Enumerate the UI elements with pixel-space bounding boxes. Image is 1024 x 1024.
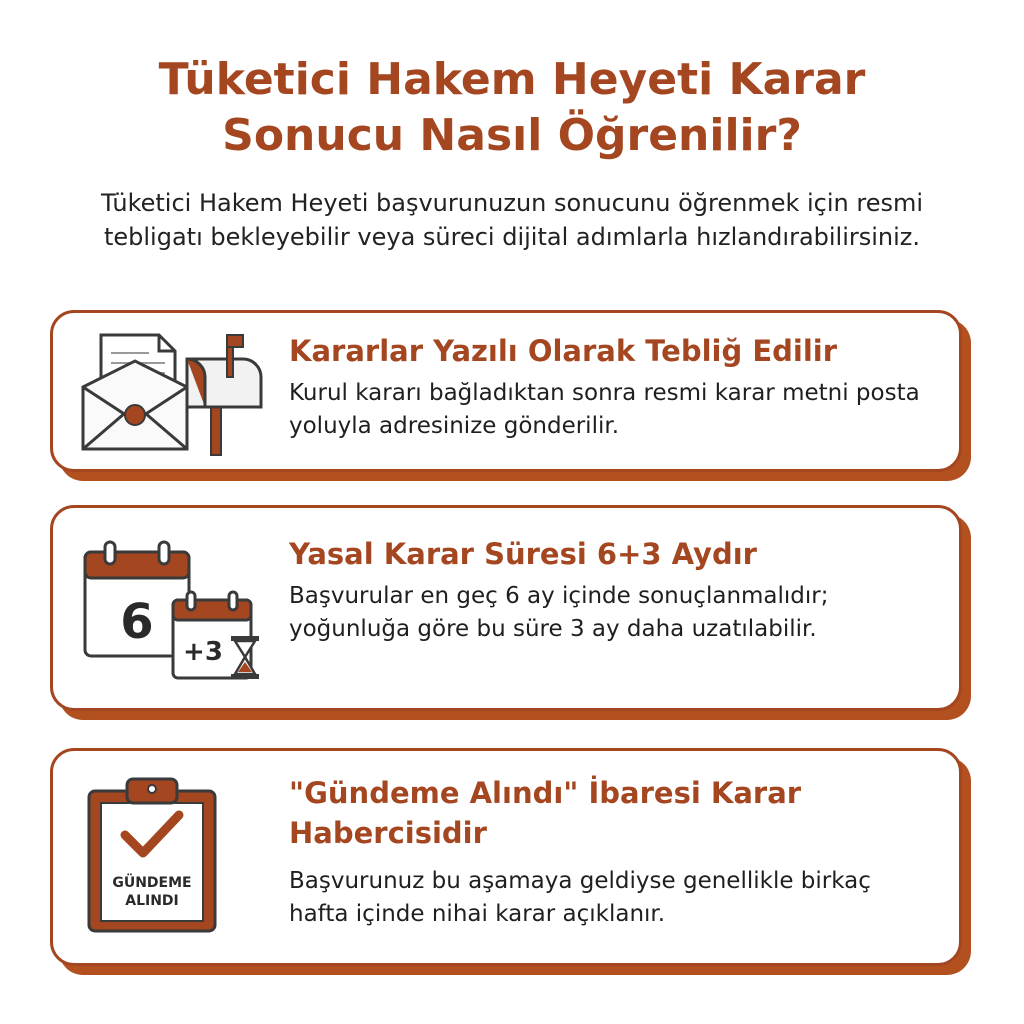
title-line-1: Tüketici Hakem Heyeti Karar [158, 54, 866, 105]
info-card-legal-duration [50, 505, 962, 711]
page-title [40, 52, 984, 164]
calendar-main-number: 6 [120, 594, 154, 650]
clipboard-check-icon [79, 777, 229, 941]
card-text [289, 534, 935, 646]
clipboard-label-line-2: ALINDI [125, 893, 179, 909]
card-body: Başvurular en geç 6 ay içinde sonuçlanmalıdır; yoğunluğa göre bu süre 3 ay daha uzatılabilir. [289, 583, 829, 642]
card-title: Yasal Karar Süresi 6+3 Aydır [289, 537, 757, 571]
title-line-2: Sonucu Nasıl Öğrenilir? [222, 110, 802, 161]
card-text [289, 331, 935, 443]
info-card-written-notification [50, 310, 962, 472]
card-body: Başvurunuz bu aşamaya geldiyse genellikle birkaç hafta içinde nihai karar açıklanır. [289, 868, 871, 927]
calendar-hourglass-icon [79, 538, 269, 692]
card-text [289, 773, 935, 931]
clipboard-label-line-1: GÜNDEME [112, 875, 192, 891]
calendar-extra-number: +3 [183, 637, 223, 667]
card-title: "Gündeme Alındı" İbaresi Karar Habercisidir [289, 776, 802, 850]
mail-envelope-mailbox-icon [79, 329, 269, 463]
intro-text: Tüketici Hakem Heyeti başvurunuzun sonucunu öğrenmek için resmi tebligatı bekleyebilir veya süreci dijital adımlarla hızlandırabilirsiniz. [100, 189, 924, 251]
info-card-agenda-status [50, 748, 962, 966]
card-title: Kararlar Yazılı Olarak Tebliğ Edilir [289, 334, 838, 368]
card-body: Kurul kararı bağladıktan sonra resmi karar metni posta yoluyla adresinize gönderilir. [289, 380, 920, 439]
